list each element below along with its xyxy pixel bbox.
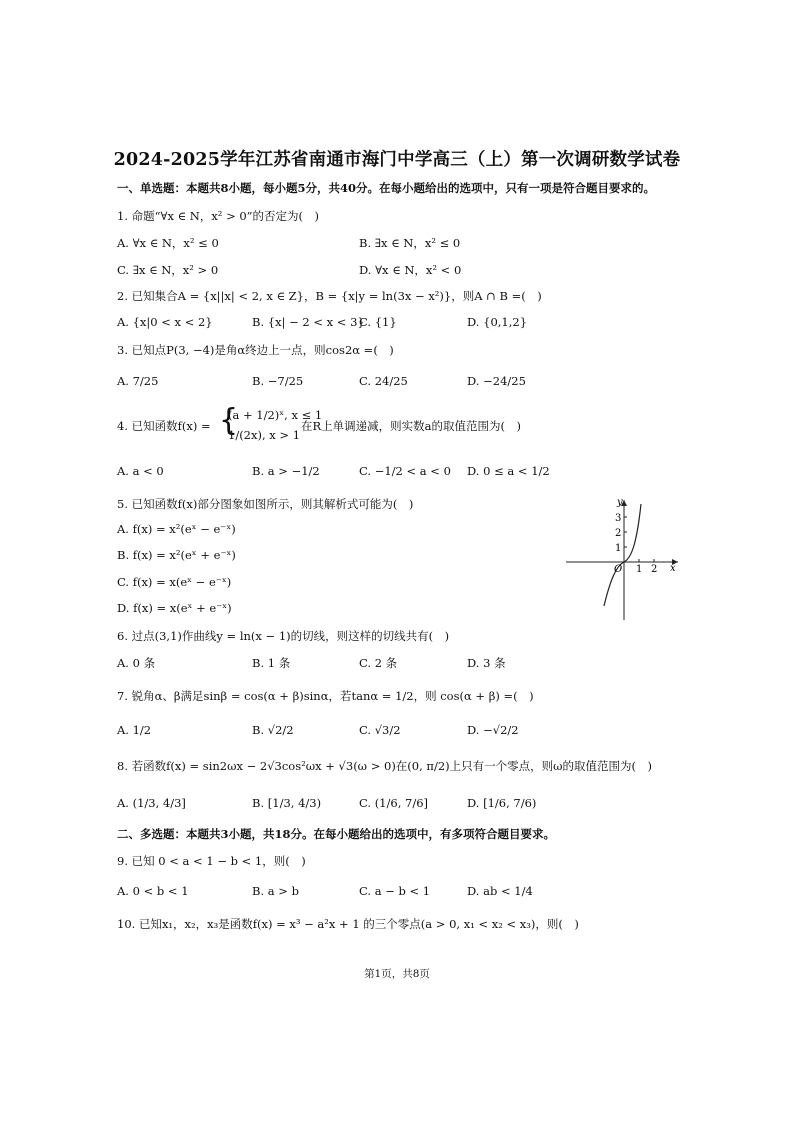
- q4-option-c: C. −1/2 < a < 0: [359, 464, 451, 478]
- q7-option-b: B. √2/2: [252, 723, 294, 737]
- q4-option-d: D. 0 ≤ a < 1/2: [467, 464, 550, 478]
- q9-option-a: A. 0 < b < 1: [117, 884, 189, 898]
- q7-option-c: C. √3/2: [359, 723, 401, 737]
- q5-option-c: C. f(x) = x(eˣ − e⁻ˣ): [117, 575, 232, 589]
- q5-option-b: B. f(x) = x²(eˣ + e⁻ˣ): [117, 548, 236, 562]
- page-footer: 第1页，共8页: [364, 968, 430, 980]
- q5-option-d: D. f(x) = x(eˣ + e⁻ˣ): [117, 601, 232, 615]
- x-tick-2: 2: [651, 564, 658, 575]
- y-tick-2: 2: [615, 528, 622, 539]
- q8-option-d: D. [1/6, 7/6): [467, 796, 537, 810]
- question-6-stem: 6. 过点(3,1)作曲线y = ln(x − 1)的切线，则这样的切线共有( ): [117, 629, 450, 643]
- q4-case-1: (a + 1/2)ˣ, x ≤ 1: [228, 408, 323, 422]
- q2-option-c: C. {1}: [359, 315, 397, 329]
- q1-option-c: C. ∃x ∈ N，x² > 0: [117, 263, 219, 277]
- q3-option-d: D. −24/25: [467, 374, 526, 388]
- section-header-single-choice: 一、单选题：本题共8小题，每小题5分，共40分。在每小题给出的选项中，只有一项是符合题目要求的。: [117, 181, 656, 195]
- piecewise-brace: {: [219, 403, 239, 438]
- q1-option-b: B. ∃x ∈ N，x² ≤ 0: [359, 236, 461, 250]
- function-graph: [564, 496, 682, 622]
- x-axis-label: x: [670, 563, 676, 574]
- question-2-stem: 2. 已知集合A = {x||x| < 2, x ∈ Z}，B = {x|y = ln(3x − x²)}，则A ∩ B =( ): [117, 289, 542, 303]
- q6-option-d: D. 3 条: [467, 656, 506, 670]
- question-9-stem: 9. 已知 0 < a < 1 − b < 1，则( ): [117, 854, 306, 868]
- q7-option-a: A. 1/2: [117, 723, 152, 737]
- q4-case-2: 1/(2x), x > 1: [228, 428, 301, 442]
- q1-option-d: D. ∀x ∈ N，x² < 0: [359, 263, 462, 277]
- question-4-stem-suffix: 在R上单调递减，则实数a的取值范围为( ): [301, 419, 521, 433]
- q7-option-d: D. −√2/2: [467, 723, 519, 737]
- question-8-stem: 8. 若函数f(x) = sin2ωx − 2√3cos²ωx + √3(ω > 0)在(0, π/2)上只有一个零点，则ω的取值范围为( ): [117, 759, 653, 773]
- q2-option-d: D. {0,1,2}: [467, 315, 528, 329]
- question-4-stem-prefix: 4. 已知函数f(x) =: [117, 419, 211, 433]
- q3-option-b: B. −7/25: [252, 374, 304, 388]
- q9-option-b: B. a > b: [252, 884, 299, 898]
- question-1-stem: 1. 命题“∀x ∈ N，x² > 0”的否定为( ): [117, 209, 320, 223]
- q2-option-a: A. {x|0 < x < 2}: [117, 315, 213, 329]
- origin-label: O: [614, 564, 623, 575]
- q2-option-b: B. {x| − 2 < x < 3}: [252, 315, 365, 329]
- question-5-stem: 5. 已知函数f(x)部分图象如图所示，则其解析式可能为( ): [117, 497, 414, 511]
- q3-option-a: A. 7/25: [117, 374, 159, 388]
- q1-option-a: A. ∀x ∈ N，x² ≤ 0: [117, 236, 219, 250]
- page-title: 2024-2025学年江苏省南通市海门中学高三（上）第一次调研数学试卷: [113, 150, 681, 170]
- q4-option-b: B. a > −1/2: [252, 464, 320, 478]
- q9-option-d: D. ab < 1/4: [467, 884, 533, 898]
- section-header-multi-choice: 二、多选题：本题共3小题，共18分。在每小题给出的选项中，有多项符合题目要求。: [117, 827, 556, 841]
- y-tick-1: 1: [615, 543, 622, 554]
- x-tick-1: 1: [636, 564, 643, 575]
- q3-option-c: C. 24/25: [359, 374, 408, 388]
- q6-option-b: B. 1 条: [252, 656, 291, 670]
- question-10-stem: 10. 已知x₁，x₂，x₃是函数f(x) = x³ − a²x + 1 的三个零点(a > 0, x₁ < x₂ < x₃)，则( ): [117, 917, 579, 931]
- y-axis-label: y: [617, 497, 623, 508]
- function-curve: [604, 504, 641, 606]
- q4-option-a: A. a < 0: [117, 464, 164, 478]
- q6-option-a: A. 0 条: [117, 656, 156, 670]
- y-tick-3: 3: [615, 513, 622, 524]
- q9-option-c: C. a − b < 1: [359, 884, 431, 898]
- q6-option-c: C. 2 条: [359, 656, 398, 670]
- q8-option-a: A. (1/3, 4/3]: [117, 796, 186, 810]
- question-7-stem: 7. 锐角α、β满足sinβ = cos(α + β)sinα，若tanα = 1/2，则 cos(α + β) =( ): [117, 689, 534, 703]
- q5-option-a: A. f(x) = x²(eˣ − e⁻ˣ): [117, 522, 236, 536]
- q8-option-b: B. [1/3, 4/3): [252, 796, 322, 810]
- q8-option-c: C. (1/6, 7/6]: [359, 796, 428, 810]
- question-3-stem: 3. 已知点P(3, −4)是角α终边上一点，则cos2α =( ): [117, 343, 394, 357]
